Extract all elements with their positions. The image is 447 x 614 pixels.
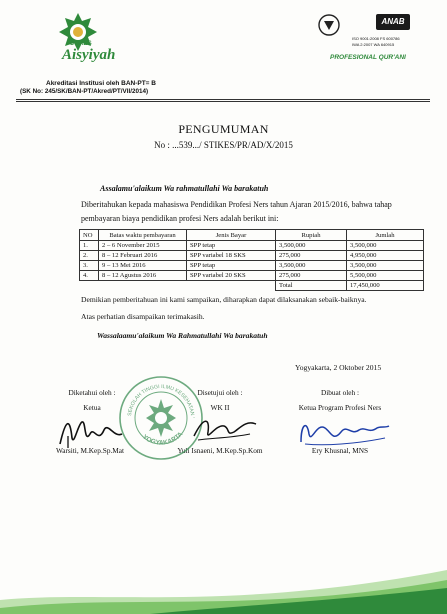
table-cell: SPP tetap	[187, 261, 276, 271]
tagline: PROFESIONAL QUR'ANI	[330, 54, 406, 61]
footer-line-2: Atas perhatian disampaikan terimakasih.	[81, 312, 205, 321]
signer-2-name: Yuli Isnaeni, M.Kep.Sp.Kom	[177, 446, 263, 455]
signer-1-intro: Diketahui oleh :	[68, 388, 116, 397]
col-header: Jenis Bayar	[187, 230, 276, 241]
signer-2-intro: Disetujui oleh :	[197, 388, 243, 397]
signer-3-name: Ery Khusnal, MNS	[311, 446, 369, 455]
table-cell: 3,500,000	[276, 241, 347, 251]
table-total-row	[80, 281, 424, 291]
table-cell: 1.	[80, 241, 99, 251]
accreditation-line-1: Akreditasi Institusi oleh BAN-PT= B	[46, 80, 156, 87]
paragraph-line-1: Diberitahukan kepada mahasiswa Pendidikan Profesi Ners tahun Ajaran 2015/2016, bahwa tahap	[81, 200, 392, 209]
signer-3-role: Ketua Program Profesi Ners	[298, 403, 382, 412]
greeting: Assalamu'alaikum Wa rahmatullahi Wa barakatuh	[100, 184, 269, 193]
certification-shield-icon	[318, 14, 340, 36]
signature-2	[190, 414, 260, 444]
footer-line-1: Demikian pemberitahuan ini kami sampaikan, diharapkan dapat dilaksanakan sebaik-baiknya.	[81, 295, 367, 304]
total-value: 17,450,000	[347, 281, 424, 291]
signature-3	[295, 414, 391, 448]
iso-line-2: IWA 2:2007 WA 640915	[352, 42, 395, 47]
table-cell: 3.	[80, 261, 99, 271]
table-cell: 5,500,000	[347, 271, 424, 281]
table-cell: 4,950,000	[347, 251, 424, 261]
table-cell: 9 – 13 Mei 2016	[99, 261, 187, 271]
table-cell: SPP variabel 20 SKS	[187, 271, 276, 281]
table-cell: SPP tetap	[187, 241, 276, 251]
header-divider-2	[16, 101, 430, 102]
table-cell: SPP variabel 18 SKS	[187, 251, 276, 261]
closing-greeting: Wassalaamu'alaikum Wa Rahmatullahi Wa barakatuh	[97, 331, 268, 340]
table-header-row	[80, 230, 424, 241]
anab-badge: ANAB	[376, 14, 410, 30]
payment-table	[79, 229, 424, 291]
stamp-text-top: SEKOLAH TINGGI ILMU KESEHATAN '	[127, 383, 196, 419]
logo-prefix: STIKES	[70, 41, 92, 47]
table-row	[80, 271, 424, 281]
table-cell: 2 – 6 November 2015	[99, 241, 187, 251]
table-cell: 8 – 12 Agustus 2016	[99, 271, 187, 281]
table-cell: 8 – 12 Februari 2016	[99, 251, 187, 261]
table-cell: 2.	[80, 251, 99, 261]
signer-1-role: Ketua	[83, 403, 101, 412]
signer-1-name: Warsiti, M.Kep.Sp.Mat	[55, 446, 125, 455]
footer-wave-decoration	[0, 560, 447, 614]
col-header: NO	[80, 230, 99, 241]
letter-number: No : ...539.../ STIKES/PR/AD/X/2015	[154, 140, 293, 150]
signature-1	[56, 414, 126, 450]
logo-wordmark: Aisyiyah	[62, 47, 116, 63]
svg-text:YOGYAKARTA	[141, 431, 184, 447]
paragraph-line-2: pembayaran biaya pendidikan profesi Ners adalah berikut ini:	[81, 214, 279, 223]
table-cell: 275,000	[276, 271, 347, 281]
accreditation-line-2: (SK No: 245/SK/BAN-PT/Akred/PT/VII/2014)	[20, 88, 149, 95]
total-label: Total	[276, 281, 347, 291]
stamp-text-bottom: YOGYAKARTA	[141, 430, 185, 447]
table-row	[80, 241, 424, 251]
iso-line-1: ISO 9001:2008 FS 600786	[352, 36, 400, 41]
table-cell: 3,500,000	[347, 241, 424, 251]
signer-3-intro: Dibuat oleh :	[320, 388, 360, 397]
table-cell: 3,500,000	[347, 261, 424, 271]
table-cell-empty	[80, 281, 276, 291]
header-divider	[16, 99, 430, 100]
letter-date: Yogyakarta, 2 Oktober 2015	[295, 363, 382, 372]
page-title: PENGUMUMAN	[178, 122, 269, 136]
table-cell: 4.	[80, 271, 99, 281]
table-cell: 3,500,000	[276, 261, 347, 271]
col-header: Jumlah	[347, 230, 424, 241]
col-header: Batas waktu pembayaran	[99, 230, 187, 241]
table-row	[80, 261, 424, 271]
table-cell: 275,000	[276, 251, 347, 261]
signer-2-role: WK II	[210, 403, 230, 412]
table-row	[80, 251, 424, 261]
col-header: Rupiah	[276, 230, 347, 241]
